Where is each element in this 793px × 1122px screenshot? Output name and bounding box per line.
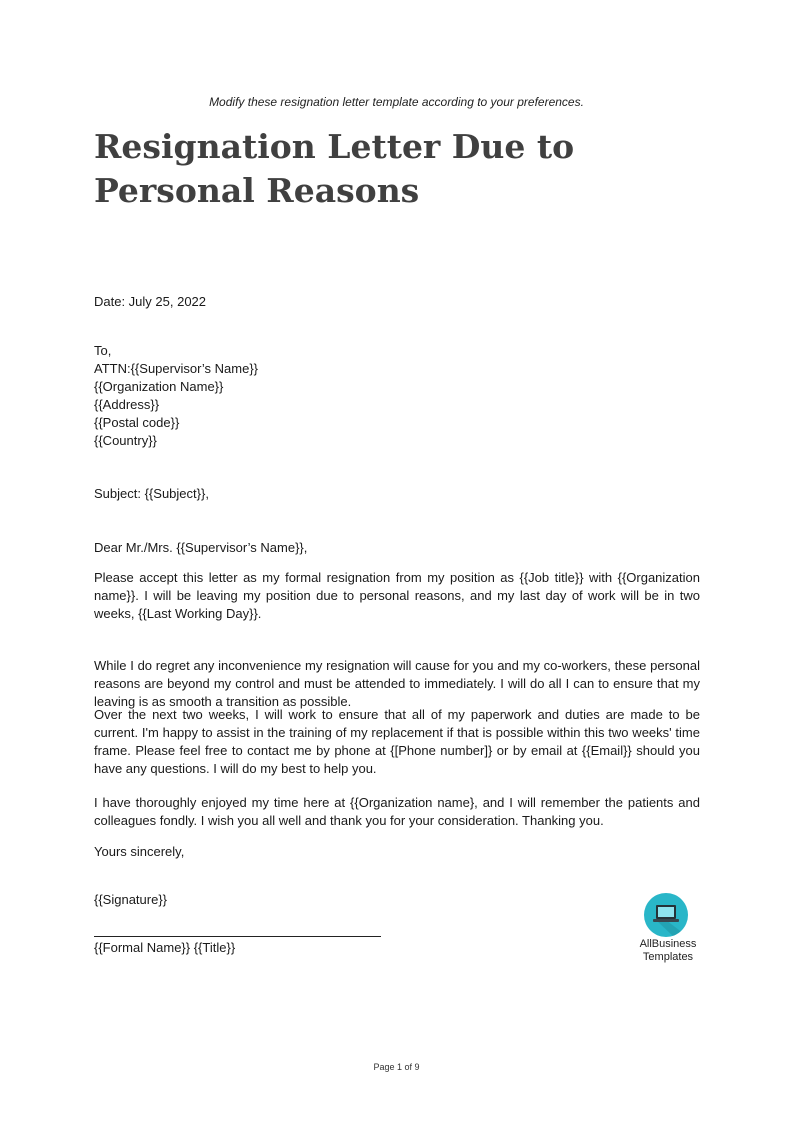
recipient-address (94, 342, 258, 450)
logo-line-1: AllBusiness (639, 938, 697, 950)
template-note: Modify these resignation letter template according to your preferences. (209, 95, 584, 109)
letter-subject: Subject: {{Subject}}, (94, 486, 209, 501)
signature-line (94, 936, 381, 937)
letter-date: Date: July 25, 2022 (94, 294, 207, 309)
recipient-street: {{Address}} (94, 397, 160, 412)
letter-salutation: Dear Mr./Mrs. {{Supervisor’s Name}}, (94, 540, 308, 555)
recipient-country: {{Country}} (94, 433, 157, 448)
recipient-attn: ATTN:{{Supervisor’s Name}} (94, 361, 259, 376)
logo-text (628, 938, 708, 964)
body-paragraph-1: Please accept this letter as my formal resignation from my position as {{Job title}} with {{Organization name}}. I will be leaving my position due to personal reasons, and my last day of work will be in two weeks, {{Last Working Day}}. (94, 570, 700, 621)
laptop-icon (644, 893, 688, 937)
body-paragraph-3: Over the next two weeks, I will work to ensure that all of my paperwork and duties are made to be current. I'm happy to assist in the training of my replacement if that is possible within this two weeks' time frame. Please feel free to contact me by phone at {[Phone number]} or by email at {{Email}} should you have any questions. I will do my best to help you. (94, 707, 700, 776)
page-title: Resignation Letter Due to Personal Reasons (94, 127, 575, 210)
body-paragraph-2: While I do regret any inconvenience my resignation will cause for you and my co-workers, these personal reasons are beyond my control and must be attended to immediately. I will do all I can to ensure that my leaving is as smooth a transition as possible. (94, 658, 700, 709)
page-number: Page 1 of 9 (373, 1062, 420, 1072)
recipient-to: To, (94, 343, 112, 358)
recipient-postal-code: {{Postal code}} (94, 415, 180, 430)
recipient-organization: {{Organization Name}} (94, 379, 224, 394)
formal-name: {{Formal Name}} {{Title}} (94, 940, 236, 955)
letter-closing: Yours sincerely, (94, 844, 185, 859)
signature-placeholder: {{Signature}} (94, 892, 168, 907)
brand-logo (628, 893, 708, 965)
body-paragraph-4: I have thoroughly enjoyed my time here at {{Organization name}, and I will remember the patients and colleagues fondly. I wish you all well and thank you for your consideration. Thanking you. (94, 795, 700, 828)
logo-line-2: Templates (642, 951, 694, 963)
